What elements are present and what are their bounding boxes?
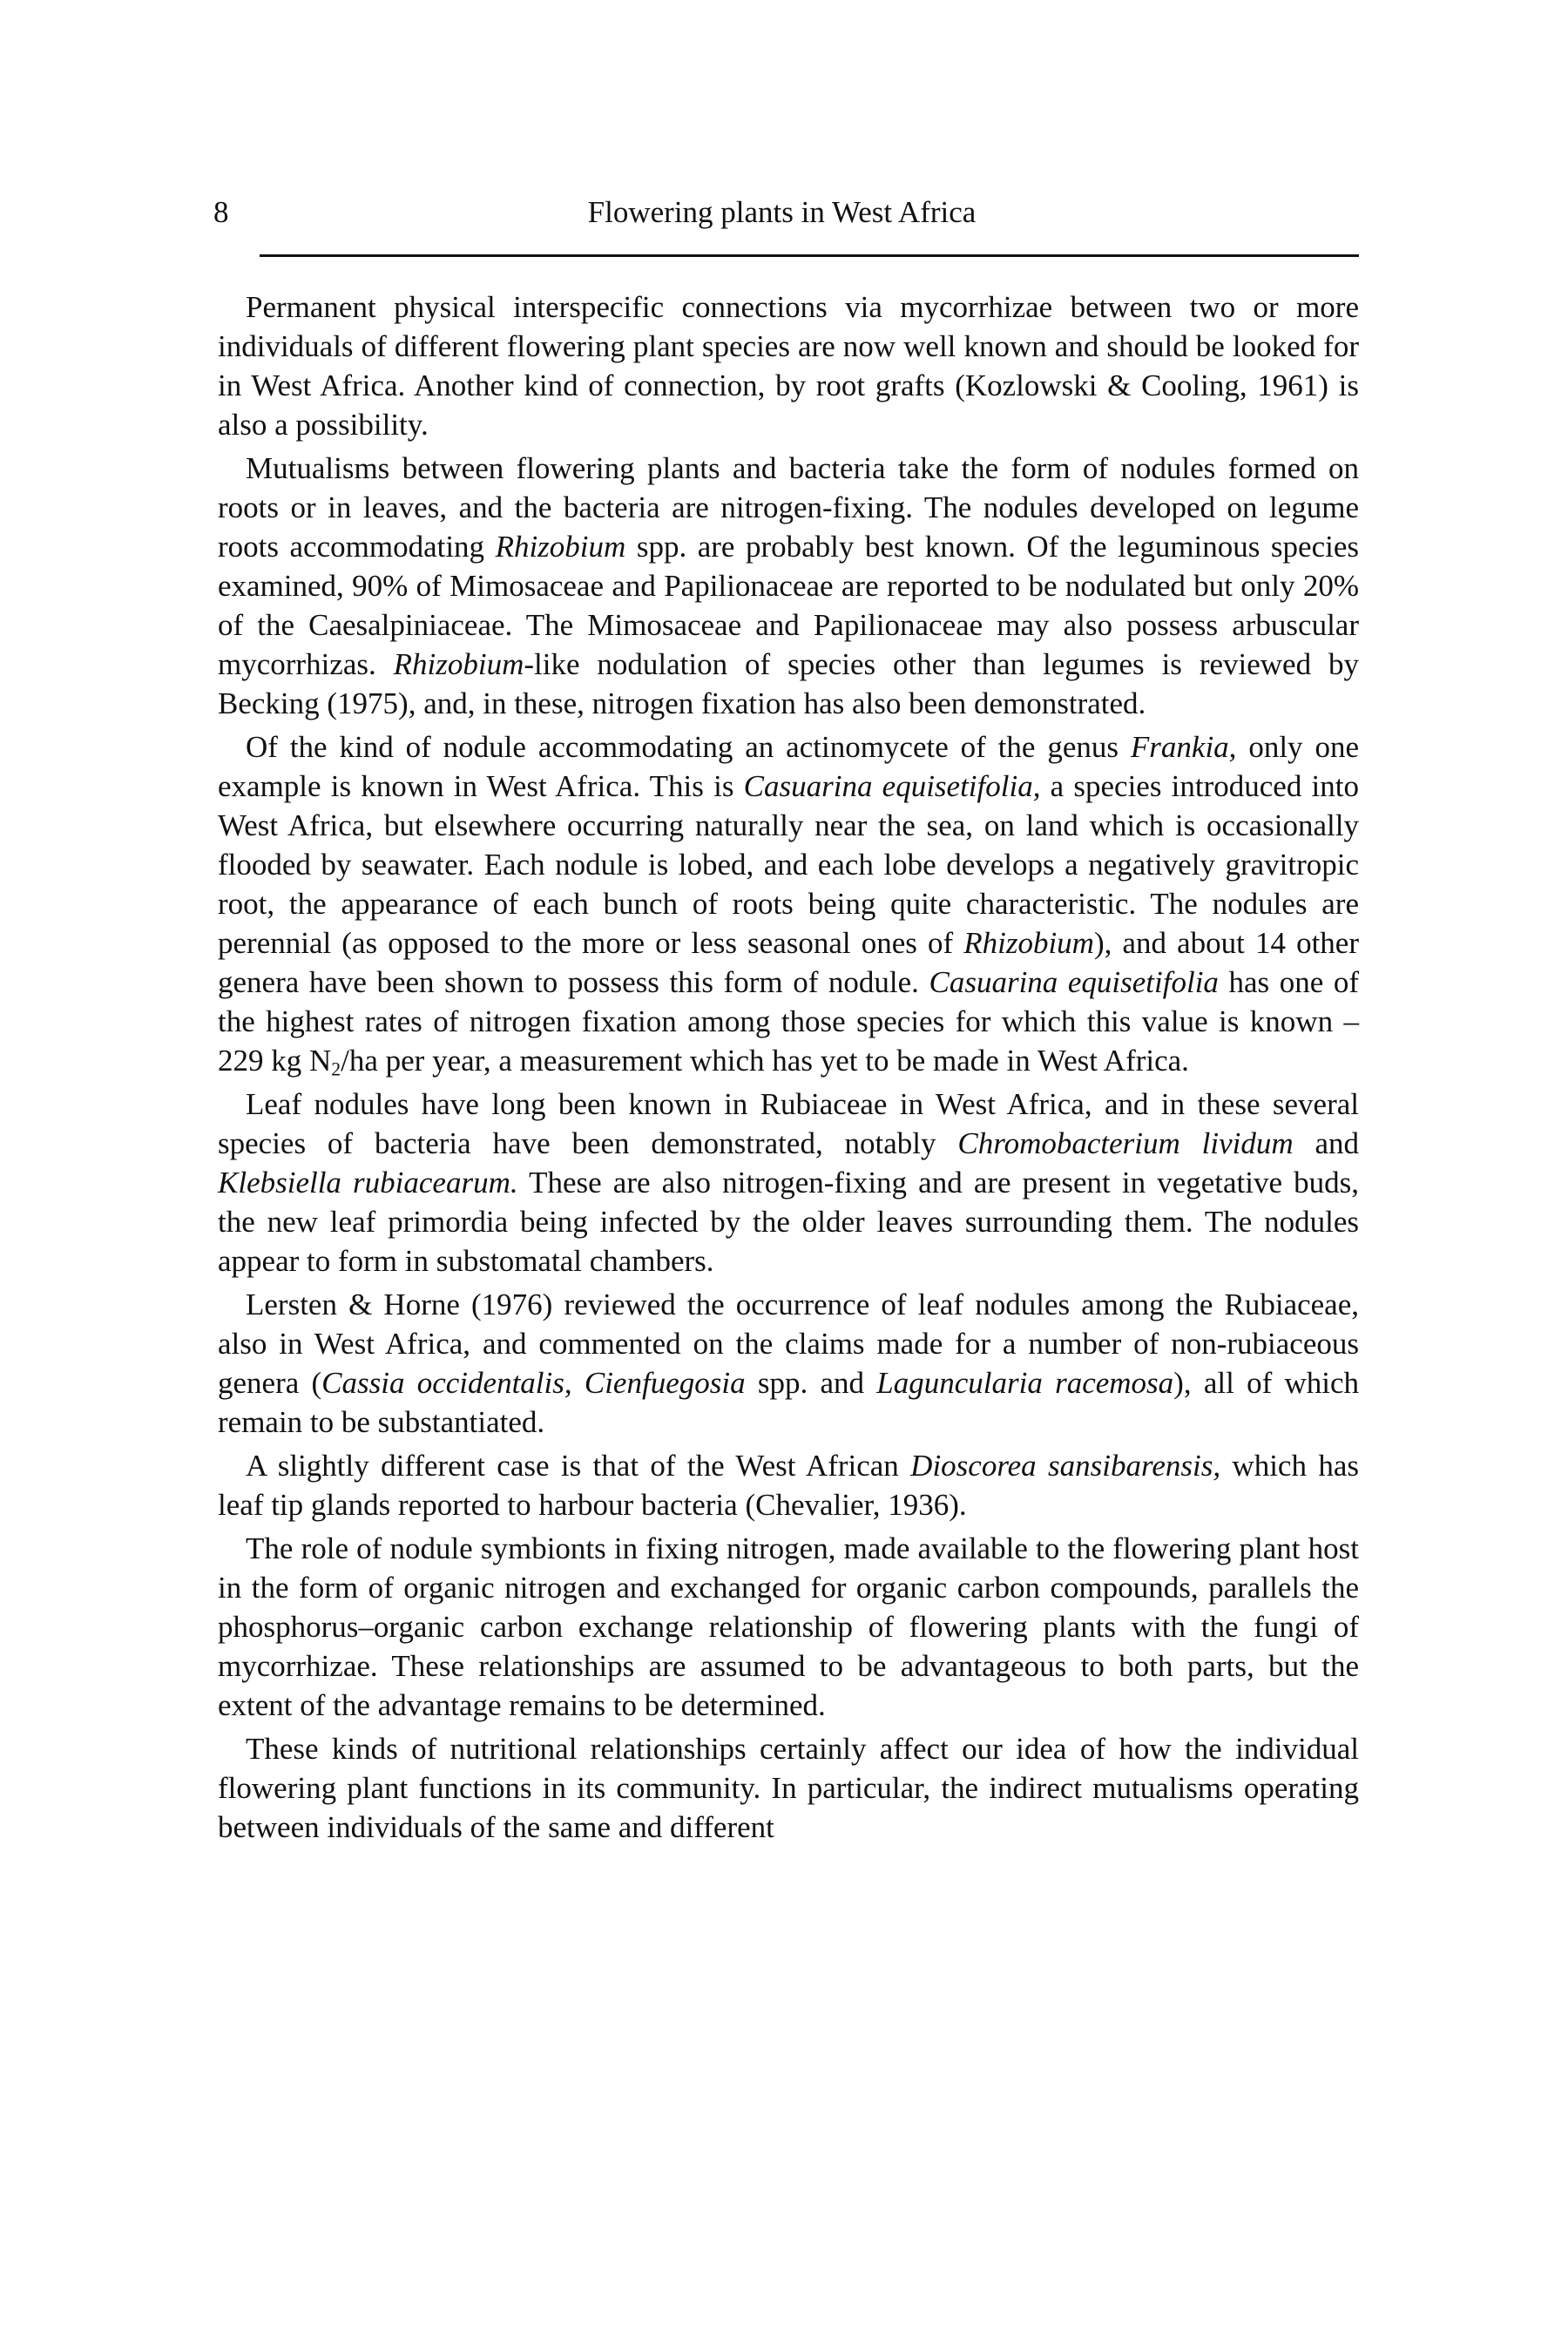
page-number: 8 xyxy=(213,195,229,229)
text-run: ), all of which remain to be substantiated. xyxy=(218,1366,1360,1439)
italic-term: Laguncularia racemosa xyxy=(876,1366,1174,1400)
italic-term: Klebsiella rubiacearum. xyxy=(218,1166,518,1200)
body-text xyxy=(218,287,1359,1851)
italic-term: Casuarina equisetifolia, xyxy=(743,769,1041,803)
text-run: spp. are probably best known. Of the leguminous species examined, 90% of Mimosaceae and Papilionaceae are reported to be nodulated but only 20% of the Caesalpiniaceae. The Mimosaceae and Papilionaceae may also possess arbuscular mycorrhizas. xyxy=(218,530,1359,681)
paragraph xyxy=(218,449,1359,723)
text-run: A slightly different case is that of the West African xyxy=(246,1449,911,1483)
italic-term: Rhizobium xyxy=(963,926,1094,960)
text-run: spp. and xyxy=(745,1366,877,1400)
paragraph xyxy=(218,1446,1359,1524)
text-run: The role of nodule symbionts in fixing nitrogen, made available to the flowering plant host in the form of organic nitrogen and exchanged for organic carbon compounds, parallels the phosphorus–organic carbon exchange relationship of flowering plants with the fungi of mycorrhizae. These relationships are assumed to be advantageous to both parts, but the extent of the advantage remains to be determined. xyxy=(218,1531,1359,1722)
italic-term: Rhizobium xyxy=(495,530,626,564)
paragraph xyxy=(218,727,1359,1080)
text-run: has one of the highest rates of nitrogen fixation among those species for which this value is known – 229 kg N xyxy=(218,965,1359,1078)
text-run: Lersten & Horne (1976) reviewed the occurrence of leaf nodules among the Rubiaceae, also in West Africa, and commented on the claims made for a number of non-rubiaceous genera ( xyxy=(218,1288,1359,1400)
text-run: These are also nitrogen-fixing and are present in vegetative buds, the new leaf primordia being infected by the older leaves surrounding them. The nodules appear to form in substomatal chambers. xyxy=(218,1166,1359,1278)
paragraph xyxy=(218,1085,1359,1281)
text-run: only one example is known in West Africa. This is xyxy=(218,730,1359,803)
italic-term: Cassia occidentalis, Cienfuegosia xyxy=(321,1366,746,1400)
text-run: a species introduced into West Africa, but elsewhere occurring naturally near the sea, on land which is occasionally flooded by seawater. Each nodule is lobed, and each lobe develops a negatively gravitropic root, the appearance of each bunch of roots being quite characteristic. The nodules are perennial (as opposed to the more or less seasonal ones of xyxy=(218,769,1359,960)
paragraph xyxy=(218,1729,1359,1847)
text-run: Permanent physical interspecific connections via mycorrhizae between two or more individuals of different flowering plant species are now well known and should be looked for in West Africa. Another kind of connection, by root grafts (Kozlowski & Cooling, 1961) is also a possibility. xyxy=(218,290,1359,442)
italic-term: Frankia, xyxy=(1130,730,1237,764)
text-run: Of the kind of nodule accommodating an actinomycete of the genus xyxy=(246,730,1131,764)
running-title: Flowering plants in West Africa xyxy=(587,195,977,229)
text-run: Mutualisms between flowering plants and bacteria take the form of nodules formed on roots or in leaves, and the bacteria are nitrogen-fixing. The nodules developed on legume roots accommodating xyxy=(218,451,1359,564)
text-run: which has leaf tip glands reported to harbour bacteria (Chevalier, 1936). xyxy=(218,1449,1359,1522)
italic-term: Casuarina equisetifolia xyxy=(929,965,1219,999)
paragraph xyxy=(218,1529,1359,1725)
text-run: ), and about 14 other genera have been shown to possess this form of nodule. xyxy=(218,926,1359,999)
paragraph xyxy=(218,287,1359,444)
text-run: /ha per year, a measurement which has yet to be made in West Africa. xyxy=(341,1044,1189,1078)
italic-term: Chromobacterium lividum xyxy=(957,1126,1294,1160)
italic-term: Dioscorea sansibarensis, xyxy=(910,1449,1221,1483)
text-run: These kinds of nutritional relationships certainly affect our idea of how the individual flowering plant functions in its community. In particular, the indirect mutualisms operating between individuals of the same and different xyxy=(218,1732,1359,1844)
text-run: -like nodulation of species other than legumes is reviewed by Becking (1975), and, in these, nitrogen fixation has also been demonstrated. xyxy=(218,647,1359,720)
text-run: and xyxy=(1293,1126,1360,1160)
header-rule xyxy=(260,254,1359,257)
text-run: Leaf nodules have long been known in Rubiaceae in West Africa, and in these several species of bacteria have been demonstrated, notably xyxy=(218,1087,1359,1160)
running-head xyxy=(213,192,1350,244)
paragraph xyxy=(218,1285,1359,1442)
italic-term: Rhizobium xyxy=(393,647,524,681)
subscript: 2 xyxy=(331,1058,341,1080)
